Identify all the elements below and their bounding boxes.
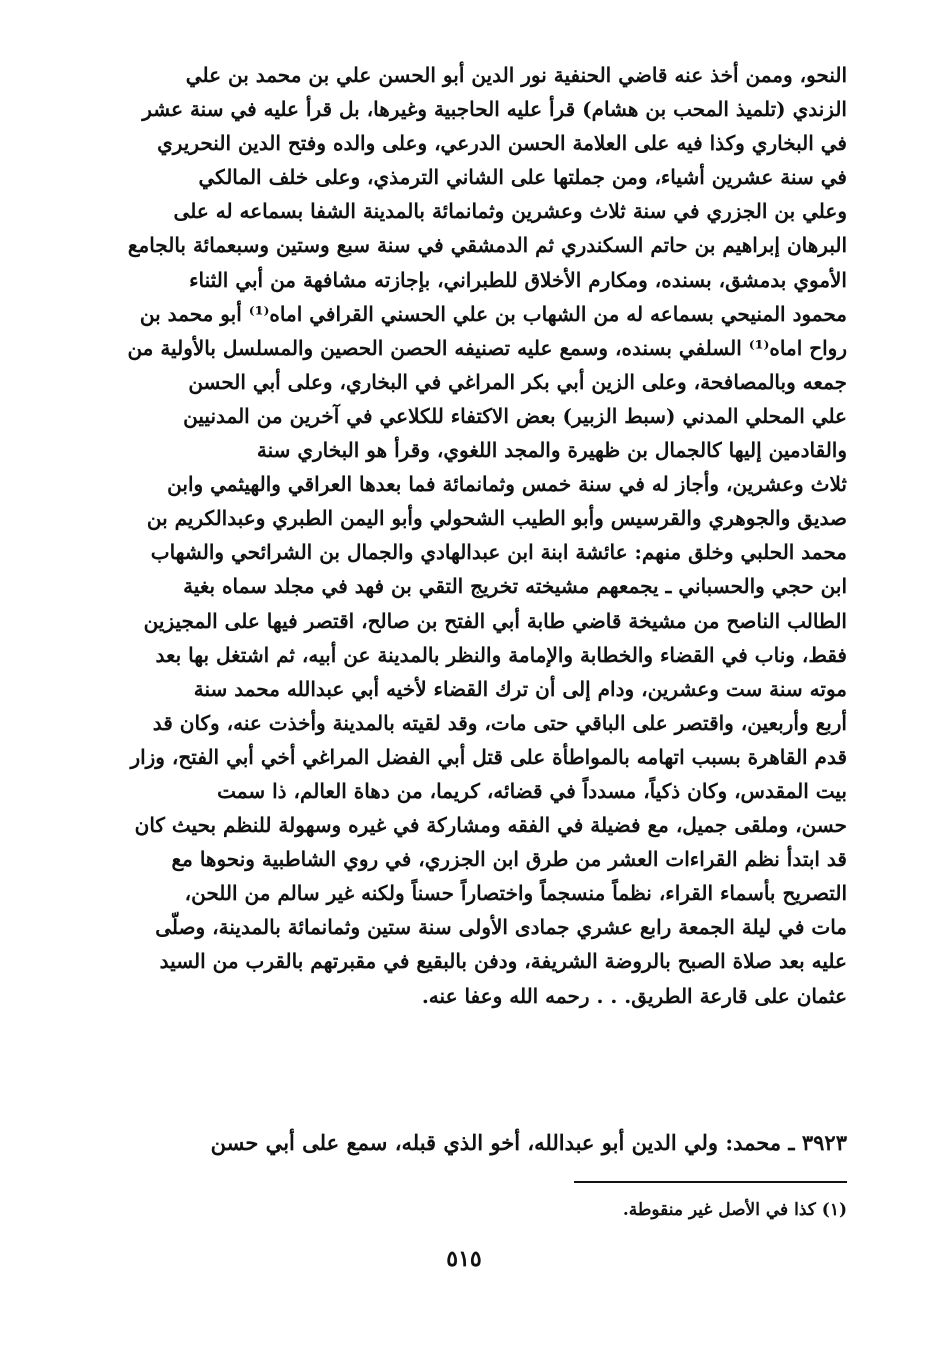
text-line-22: بيت المقدس، وكان ذكياً، مسدداً في قضائه، كريما، من دهاة العالم، ذا سمت [217,778,847,803]
biography-text [82,58,847,1013]
text-line-5: وعلي بن الجزري في سنة ثلاث وعشرين وثمانمائة بالمدينة الشفا بسماعه له على [173,199,847,224]
text-line-9: رواح اماه⁽¹⁾ السلفي بسنده، وسمع عليه تصنيفه الحصن الحصين والمسلسل بالأولية من [127,335,847,360]
text-line-1: النحو، وممن أخذ عنه قاضي الحنفية نور الدين أبو الحسن علي بن محمد بن علي [185,63,847,87]
text-line-8: محمود المنيحي بسماعه له من الشهاب بن علي الحسني القرافي اماه⁽¹⁾ أبو محمد بن [139,301,847,326]
footnote: (١) كذا في الأصل غير منقوطة. [622,1200,847,1220]
text-line-11: علي المحلي المدني (سبط الزبير) بعض الاكتفاء للكلاعي في آخرين من المدنيين [183,403,847,428]
text-line-16: ابن حجي والحسباني ـ يجمعهم مشيخته تخريج التقي بن فهد في مجلد سماه بغية [183,574,847,599]
text-line-13: ثلاث وعشرين، وأجاز له في سنة خمس وثمانمائة فما بعدها العراقي والهيثمي وابن [167,472,847,497]
text-line-4: في سنة عشرين أشياء، ومن جملتها على الشاني الترمذي، وعلى خلف المالكي [198,165,847,190]
text-line-23: حسن، وملقى جميل، مع فضيلة في الفقه ومشاركة في غيره وسهولة للنظم بحيث كان [134,813,847,838]
text-line-25: التصريح بأسماء القراء، نظماً منسجماً واختصاراً حسناً ولكنه غير سالم من اللحن، [184,881,847,906]
text-line-17: الطالب الناصح من مشيخة قاضي طابة أبي الفتح بن صالح، اقتصر فيها على المجيزين [143,608,847,633]
text-line-10: جمعه وبالمصافحة، وعلى الزين أبي بكر المراغي في البخاري، وعلى أبي الحسن [188,369,847,394]
text-line-12: والقادمين إليها كالجمال بن ظهيرة والمجد اللغوي، وقرأ هو البخاري سنة [256,438,847,463]
text-line-24: قد ابتدأ نظم القراءات العشر من طرق ابن الجزري، في روي الشاطبية ونحوها مع [171,847,847,872]
text-line-14: صديق والجوهري والقرسيس وأبو الطيب الشحولي وأبو اليمن الطبري وعبدالكريم بن [146,506,847,531]
text-line-7: الأموي بدمشق، بسنده، ومكارم الأخلاق للطبراني، بإجازته مشافهة من أبي الثناء [189,267,847,292]
text-line-3: في البخاري وكذا فيه على العلامة الحسن الدرعي، وعلى والده وفتح الدين النحريري [157,131,847,156]
page-number: ٥١٥ [446,1246,482,1272]
footnote-divider [574,1181,847,1183]
text-line-21: قدم القاهرة بسبب اتهامه بالمواطأة على قتل أبي الفضل المراغي أخي أبي الفتح، وزار [130,744,847,769]
text-line-2: الزندي (تلميذ المحب بن هشام) قرأ عليه الحاجبية وغيرها، بل قرأ عليه في سنة عشر [142,97,847,122]
text-line-15: محمد الحلبي وخلق منهم: عائشة ابنة ابن عبدالهادي والجمال بن الشرائحي والشهاب [150,540,847,565]
text-line-27: عليه بعد صلاة الصبح بالروضة الشريفة، ودفن بالبقيع في مقبرتهم بالقرب من السيد [159,949,847,974]
text-line-6: البرهان إبراهيم بن حاتم السكندري ثم الدمشقي في سنة سبع وستين وسبعمائة بالجامع [127,233,847,258]
text-line-28: عثمان على قارعة الطريق. . . رحمه الله وعفا عنه. [421,983,847,1008]
text-line-19: موته سنة ست وعشرين، ودام إلى أن ترك القضاء لأخيه أبي عبدالله محمد سنة [193,676,847,701]
entry-heading: ٣٩٢٣ ـ محمد: ولي الدين أبو عبدالله، أخو الذي قبله، سمع على أبي حسن [210,1130,847,1155]
text-line-20: أربع وأربعين، واقتصر على الباقي حتى مات، وقد لقيته بالمدينة وأخذت عنه، وكان قد [152,710,847,735]
text-line-18: فقط، وناب في القضاء والخطابة والإمامة والنظر بالمدينة عن أبيه، ثم اشتغل بها بعد [155,642,847,667]
text-line-26: مات في ليلة الجمعة رابع عشري جمادى الأولى سنة ستين وثمانمائة بالمدينة، وصلّى [155,915,847,940]
